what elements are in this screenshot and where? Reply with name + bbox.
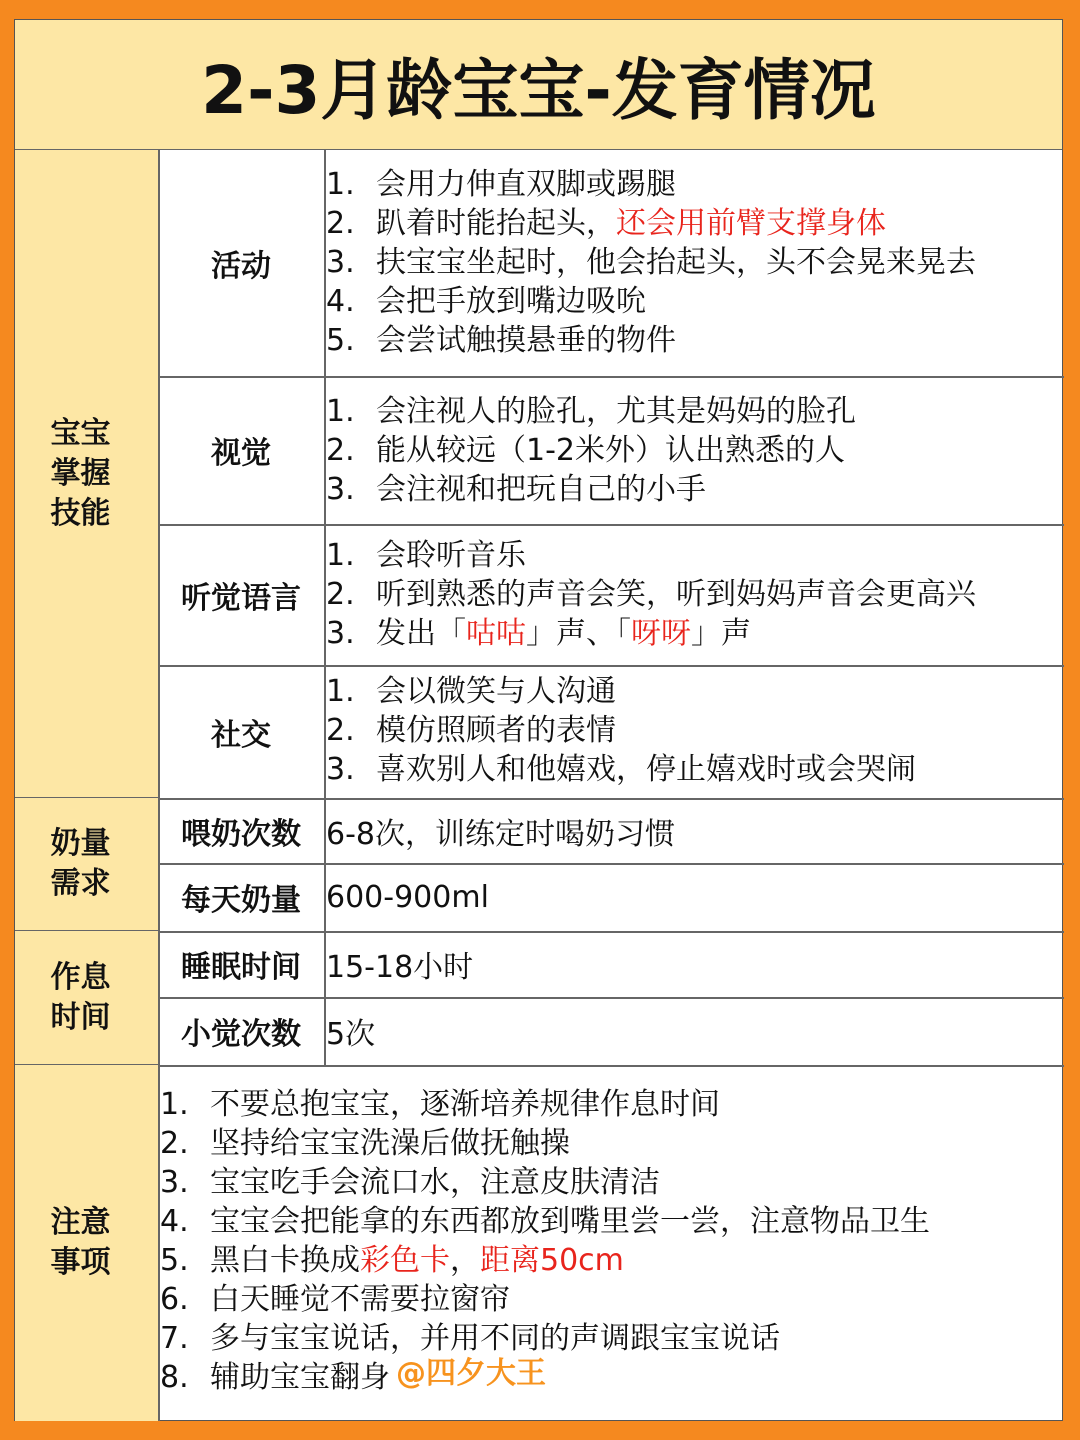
- category-schedule-label: 作息时间: [50, 959, 111, 1035]
- item-number: 1.: [326, 538, 355, 573]
- item-highlight: 还会用前臂支撑身体: [616, 206, 886, 241]
- item-number: 2.: [326, 713, 355, 748]
- item-number: 4.: [160, 1204, 189, 1239]
- item-number: 6.: [160, 1282, 189, 1317]
- item-number: 8.: [160, 1360, 189, 1395]
- item-number: 2.: [326, 206, 355, 241]
- author-watermark: @四夕大王: [396, 1356, 546, 1391]
- list-item: [326, 282, 976, 321]
- category-notes-label: 注意事项: [50, 1205, 111, 1280]
- list-item: [326, 470, 856, 509]
- item-text: 多与宝宝说话，并用不同的声调跟宝宝说话: [210, 1321, 780, 1356]
- item-text: 」声、「: [526, 616, 631, 651]
- item-text: 发出「: [376, 616, 466, 651]
- list-item: [326, 750, 916, 789]
- item-text: 趴着时能抬起头，: [376, 206, 616, 241]
- vision-list: [326, 392, 856, 509]
- list-item: [326, 672, 916, 711]
- list-item: [160, 1163, 930, 1202]
- category-notes: [15, 1065, 158, 1421]
- vision-label: 视觉: [211, 436, 271, 471]
- item-highlight: 呀呀: [631, 616, 691, 651]
- item-text: 听到熟悉的声音会笑，听到妈妈声音会更高兴: [376, 577, 976, 612]
- item-text: 会聆听音乐: [376, 538, 526, 573]
- item-text: 喜欢别人和他嬉戏，停止嬉戏时或会哭闹: [376, 752, 916, 787]
- sleep-time-label: 睡眠时间: [181, 950, 301, 985]
- item-text: 辅助宝宝翻身: [210, 1360, 390, 1395]
- item-number: 5.: [326, 323, 355, 358]
- development-table: [14, 19, 1063, 1421]
- activity-list: [326, 165, 976, 360]
- page-title: 2-3月龄宝宝-发育情况: [15, 20, 1062, 150]
- list-item: [160, 1124, 930, 1163]
- category-milk: [15, 798, 158, 931]
- item-number: 3.: [326, 752, 355, 787]
- item-text: 黑白卡换成: [210, 1243, 360, 1278]
- activity-label: 活动: [211, 249, 271, 284]
- feed-count-label: 喂奶次数: [181, 816, 301, 852]
- item-highlight: 咕咕: [466, 616, 526, 651]
- list-item: [326, 204, 976, 243]
- item-text: 不要总抱宝宝，逐渐培养规律作息时间: [210, 1087, 720, 1122]
- category-schedule: [15, 931, 158, 1065]
- daily-milk-label: 每天奶量: [181, 883, 301, 918]
- hearing-label: 听觉语言: [181, 580, 301, 616]
- list-item: [326, 711, 916, 750]
- social-list: [326, 672, 916, 789]
- social-label: 社交: [211, 717, 271, 753]
- item-text: 会以微笑与人沟通: [376, 674, 616, 709]
- item-text: 会注视人的脸孔，尤其是妈妈的脸孔: [376, 394, 856, 429]
- item-number: 5.: [160, 1243, 189, 1278]
- item-number: 1.: [160, 1087, 189, 1122]
- list-item: [160, 1241, 930, 1280]
- item-text: 会尝试触摸悬垂的物件: [376, 323, 676, 358]
- item-number: 2.: [160, 1126, 189, 1161]
- item-highlight: 彩色卡: [360, 1243, 450, 1278]
- item-number: 1.: [326, 674, 355, 709]
- list-item: [160, 1202, 930, 1241]
- item-text: 会把手放到嘴边吸吮: [376, 284, 646, 319]
- item-number: 7.: [160, 1321, 189, 1356]
- list-item: [326, 614, 976, 653]
- item-text: 」声: [691, 616, 751, 651]
- item-text: 会注视和把玩自己的小手: [376, 472, 706, 507]
- item-text: 宝宝吃手会流口水，注意皮肤清洁: [210, 1165, 660, 1200]
- item-number: 2.: [326, 577, 355, 612]
- list-item: [326, 165, 976, 204]
- item-text: 宝宝会把能拿的东西都放到嘴里尝一尝，注意物品卫生: [210, 1204, 930, 1239]
- item-number: 3.: [160, 1165, 189, 1200]
- item-number: 3.: [326, 245, 355, 280]
- item-text: 坚持给宝宝洗澡后做抚触操: [210, 1126, 570, 1161]
- hearing-list: [326, 536, 976, 653]
- list-item: [160, 1085, 930, 1124]
- list-item: [160, 1280, 930, 1319]
- list-item: [326, 431, 856, 470]
- item-number: 1.: [326, 394, 355, 429]
- list-item: [326, 392, 856, 431]
- item-number: 4.: [326, 284, 355, 319]
- nap-count-value: 5次: [326, 1017, 376, 1052]
- item-number: 2.: [326, 433, 355, 468]
- daily-milk-value: 600-900ml: [326, 879, 489, 915]
- item-text: 会用力伸直双脚或踢腿: [376, 167, 676, 202]
- list-item: [326, 536, 976, 575]
- list-item: [326, 575, 976, 614]
- category-skills: [15, 150, 158, 798]
- category-milk-label: 奶量需求: [50, 826, 111, 901]
- item-text: 模仿照顾者的表情: [376, 713, 616, 748]
- item-text: 扶宝宝坐起时，他会抬起头，头不会晃来晃去: [376, 245, 976, 280]
- item-text: 能从较远（1-2米外）认出熟悉的人: [376, 433, 845, 468]
- item-text: 白天睡觉不需要拉窗帘: [210, 1282, 510, 1317]
- list-item: [160, 1319, 930, 1358]
- nap-count-label: 小觉次数: [181, 1017, 301, 1052]
- item-number: 3.: [326, 616, 355, 651]
- list-item: [326, 243, 976, 282]
- item-number: 3.: [326, 472, 355, 507]
- list-item: [326, 321, 976, 360]
- category-skills-label: 宝宝掌握技能: [50, 415, 111, 531]
- feed-count-value: 6-8次，训练定时喝奶习惯: [326, 816, 675, 852]
- sleep-time-value: 15-18小时: [326, 950, 474, 985]
- item-highlight: 距离50cm: [480, 1243, 624, 1278]
- item-number: 1.: [326, 167, 355, 202]
- item-text: ，: [450, 1243, 480, 1278]
- divider: [158, 1065, 1064, 1067]
- notes-list: [160, 1085, 930, 1397]
